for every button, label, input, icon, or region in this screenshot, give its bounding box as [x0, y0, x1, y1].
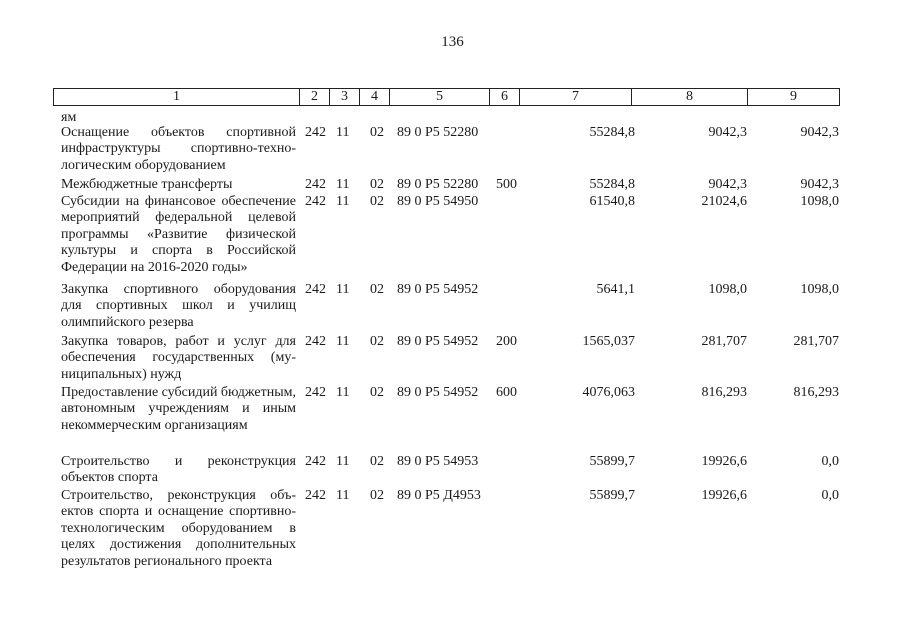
cell-c3: 11: [336, 454, 350, 469]
cell-c9: 9042,3: [800, 177, 839, 192]
row-name: Предоставление субсидий бюджетным, автономным учреждениям и иным некоммерческим организациям: [61, 385, 297, 433]
column-header-6: 6: [490, 89, 520, 106]
page-number: 136: [441, 34, 464, 50]
cell-c3: 11: [336, 282, 350, 297]
row-name: Строительство, реконструкция объектов спорта и оснащение спортивно-технологическим оборудованием в целях достижения дополнительных результатов регионального проекта: [61, 488, 296, 569]
column-header-1: 1: [54, 89, 300, 106]
cell-c4: 02: [370, 125, 384, 140]
row-name: Строительство и реконструкция объектов спорта: [61, 454, 296, 486]
cell-c2: 242: [305, 385, 326, 400]
row-name: Закупка товаров, работ и услуг для обеспечения государственных (муниципальных) нужд: [61, 334, 296, 382]
cell-c8: 19926,6: [701, 454, 747, 469]
cell-c3: 11: [336, 177, 350, 192]
cell-c9: 0,0: [821, 488, 839, 503]
cell-c7: 5641,1: [596, 282, 635, 297]
cell-c5: 89 0 Р5 Д4953: [397, 488, 481, 503]
column-header-2: 2: [300, 89, 330, 106]
cell-c5: 89 0 Р5 54953: [397, 454, 479, 469]
cell-c6: 200: [496, 334, 517, 349]
cell-c7: 61540,8: [589, 194, 635, 209]
cell-c5: 89 0 Р5 52280: [397, 125, 479, 140]
cell-c4: 02: [370, 282, 384, 297]
column-header-7: 7: [520, 89, 632, 106]
row-name: Межбюджетные трансферты: [61, 177, 233, 192]
cell-c9: 0,0: [821, 454, 839, 469]
cell-c2: 242: [305, 125, 326, 140]
column-header-8: 8: [632, 89, 748, 106]
column-header-9: 9: [748, 89, 840, 106]
cell-c5: 89 0 Р5 54952: [397, 282, 479, 297]
cell-c4: 02: [370, 488, 384, 503]
cell-c3: 11: [336, 334, 350, 349]
column-header-row: [53, 88, 840, 106]
cell-c2: 242: [305, 177, 326, 192]
cell-c4: 02: [370, 454, 384, 469]
cell-c4: 02: [370, 194, 384, 209]
cell-c9: 816,293: [793, 385, 839, 400]
cell-c2: 242: [305, 194, 326, 209]
cell-c4: 02: [370, 177, 384, 192]
cell-c2: 242: [305, 454, 326, 469]
cell-c3: 11: [336, 488, 350, 503]
column-header-3: 3: [330, 89, 360, 106]
cell-c5: 89 0 Р5 52280: [397, 177, 479, 192]
cell-c6: 500: [496, 177, 517, 192]
cell-c8: 9042,3: [708, 177, 747, 192]
cell-c8: 9042,3: [708, 125, 747, 140]
row-name: Оснащение объектов спортивной инфраструктуры спортивно-технологическим оборудованием: [61, 125, 296, 173]
cell-c5: 89 0 Р5 54950: [397, 194, 479, 209]
cell-c7: 55284,8: [589, 125, 635, 140]
cell-c4: 02: [370, 334, 384, 349]
cell-c3: 11: [336, 125, 350, 140]
cell-c8: 281,707: [701, 334, 747, 349]
cell-c3: 11: [336, 194, 350, 209]
column-header-5: 5: [390, 89, 490, 106]
leading-fragment: ям: [61, 110, 77, 125]
cell-c3: 11: [336, 385, 350, 400]
cell-c8: 1098,0: [708, 282, 747, 297]
row-name: Субсидии на финансовое обеспечение мероприятий федеральной целевой программы «Развитие физической культуры и спорта в Российской Федерации на 2016-2020 годы»: [61, 194, 296, 275]
cell-c2: 242: [305, 282, 326, 297]
cell-c9: 9042,3: [800, 125, 839, 140]
cell-c8: 19926,6: [701, 488, 747, 503]
cell-c8: 21024,6: [701, 194, 747, 209]
cell-c8: 816,293: [701, 385, 747, 400]
cell-c4: 02: [370, 385, 384, 400]
cell-c9: 1098,0: [800, 194, 839, 209]
cell-c9: 1098,0: [800, 282, 839, 297]
cell-c7: 1565,037: [582, 334, 635, 349]
cell-c7: 4076,063: [582, 385, 635, 400]
cell-c9: 281,707: [793, 334, 839, 349]
cell-c5: 89 0 Р5 54952: [397, 385, 479, 400]
cell-c7: 55899,7: [589, 488, 635, 503]
cell-c7: 55284,8: [589, 177, 635, 192]
cell-c2: 242: [305, 488, 326, 503]
cell-c7: 55899,7: [589, 454, 635, 469]
row-name: Закупка спортивного оборудования для спортивных школ и училищ олимпийского резерва: [61, 282, 296, 330]
cell-c5: 89 0 Р5 54952: [397, 334, 479, 349]
cell-c6: 600: [496, 385, 517, 400]
column-header-4: 4: [360, 89, 390, 106]
cell-c2: 242: [305, 334, 326, 349]
